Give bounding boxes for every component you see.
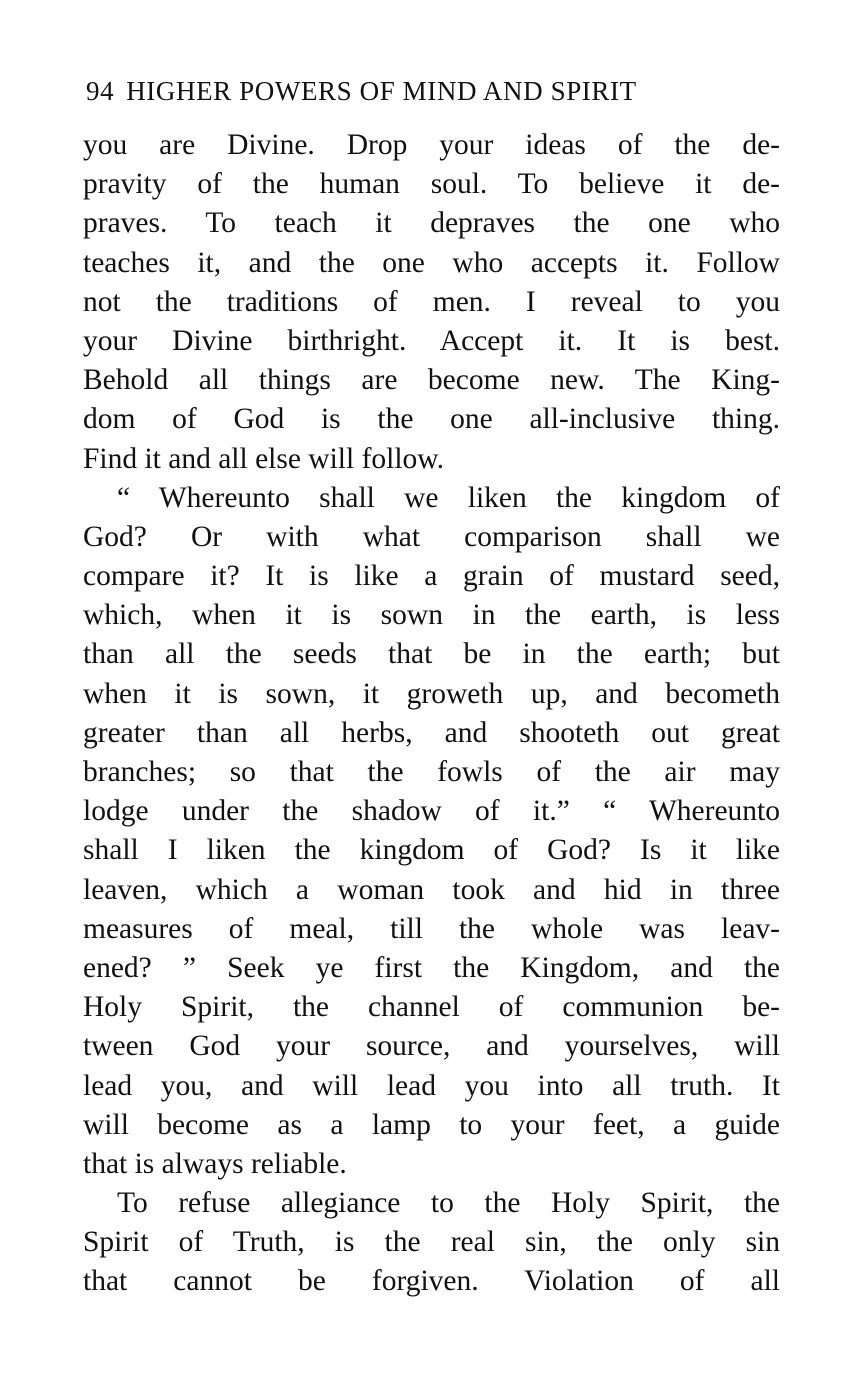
text-line: will become as a lamp to your feet, a guide xyxy=(83,1108,780,1141)
text-line: leaven, which a woman took and hid in three xyxy=(83,873,780,906)
text-line: that is always reliable. xyxy=(83,1147,347,1180)
paragraph-1 xyxy=(83,126,780,479)
text-line: shall I liken the kingdom of God? Is it like xyxy=(83,834,780,867)
text-line: Spirit of Truth, is the real sin, the only sin xyxy=(83,1226,780,1259)
text-line: when it is sown, it groweth up, and becometh xyxy=(83,677,780,710)
text-line: Holy Spirit, the channel of communion be- xyxy=(83,991,780,1024)
text-line: lead you, and will lead you into all truth. It xyxy=(83,1069,780,1102)
paragraph-3 xyxy=(83,1184,780,1302)
text-line: pravity of the human soul. To believe it de- xyxy=(83,168,780,201)
text-line: God? Or with what comparison shall we xyxy=(83,520,780,553)
text-line: compare it? It is like a grain of mustard seed, xyxy=(83,560,780,593)
text-line: which, when it is sown in the earth, is less xyxy=(83,599,780,632)
text-line: ened? ” Seek ye first the Kingdom, and the xyxy=(83,951,780,984)
text-line: Behold all things are become new. The King- xyxy=(83,364,780,397)
text-line: praves. To teach it depraves the one who xyxy=(83,207,780,240)
page-number: 94 xyxy=(86,76,115,106)
body-text xyxy=(83,126,780,1302)
paragraph-2 xyxy=(83,479,780,1184)
text-line: “ Whereunto shall we liken the kingdom of xyxy=(117,481,780,514)
text-line: you are Divine. Drop your ideas of the de- xyxy=(83,129,780,161)
text-line: not the traditions of men. I reveal to you xyxy=(83,285,780,318)
text-line: your Divine birthright. Accept it. It is best. xyxy=(83,324,780,357)
text-line: dom of God is the one all-inclusive thing. xyxy=(83,403,780,436)
text-line: To refuse allegiance to the Holy Spirit, the xyxy=(117,1187,780,1220)
text-line: teaches it, and the one who accepts it. Follow xyxy=(83,246,780,279)
text-line: that cannot be forgiven. Violation of all xyxy=(83,1265,780,1298)
text-line: branches; so that the fowls of the air may xyxy=(83,756,780,788)
text-line: tween God your source, and yourselves, will xyxy=(83,1030,780,1063)
text-line: than all the seeds that be in the earth; but xyxy=(83,638,780,671)
text-line: lodge under the shadow of it.” “ Whereunto xyxy=(83,795,780,828)
text-line: greater than all herbs, and shooteth out great xyxy=(83,716,780,749)
running-head xyxy=(86,74,776,108)
text-line: measures of meal, till the whole was leav- xyxy=(83,912,780,945)
running-title: HIGHER POWERS OF MIND AND SPIRIT xyxy=(126,76,637,106)
text-line: Find it and all else will follow. xyxy=(83,442,445,475)
